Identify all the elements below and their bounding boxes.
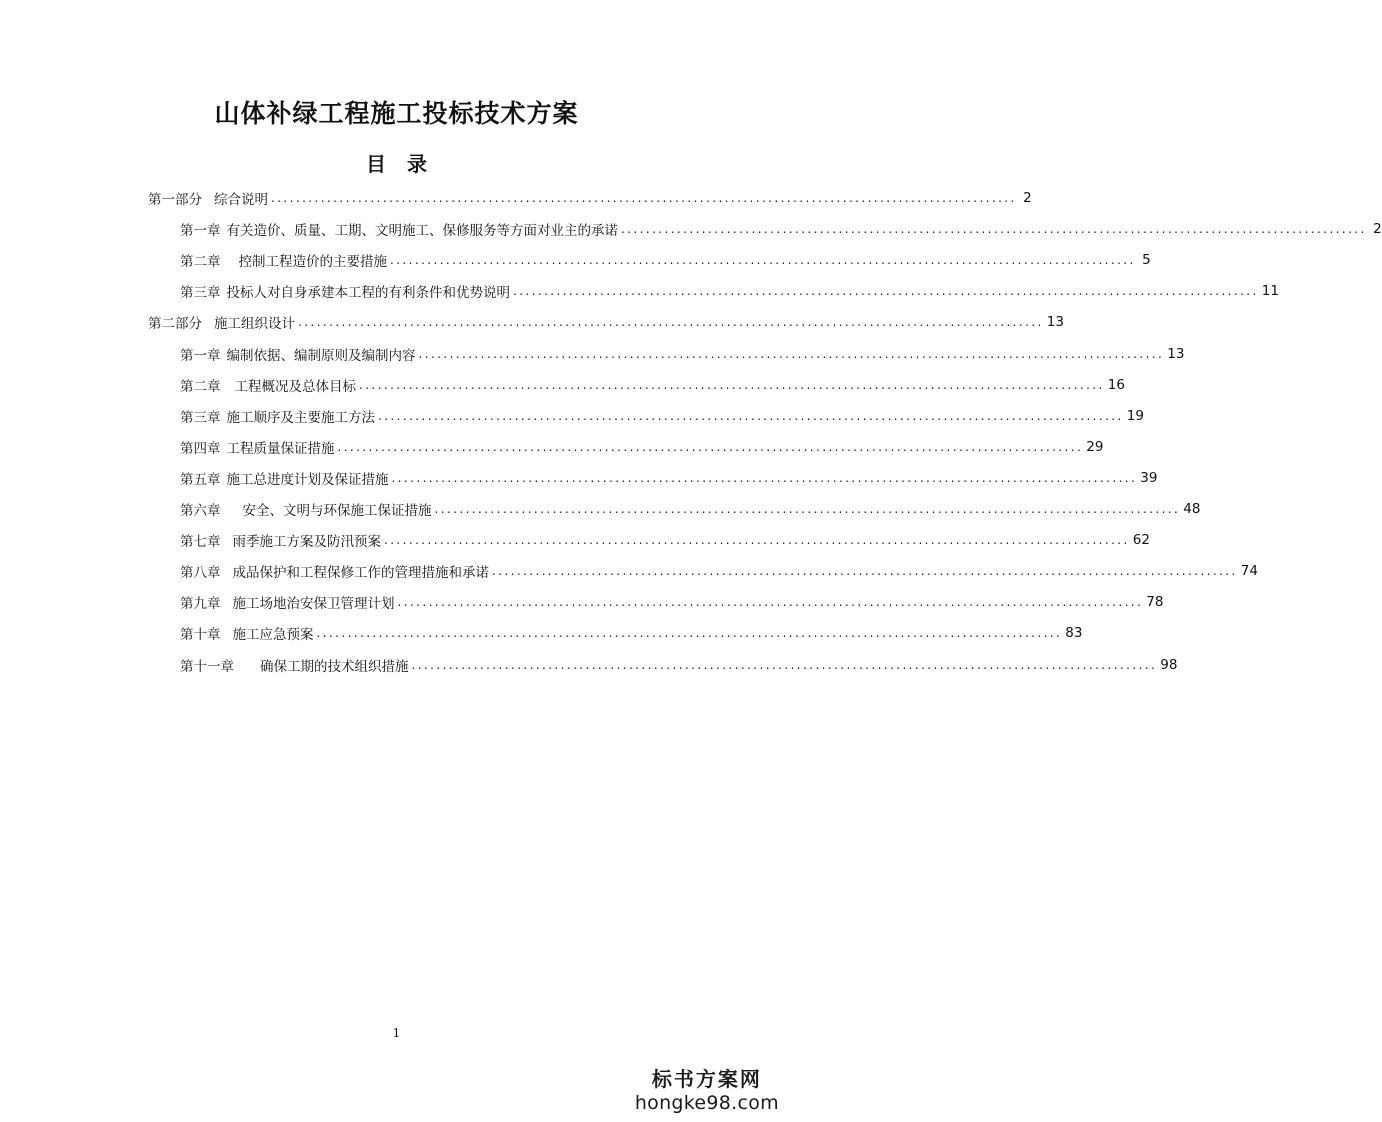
toc-entry-label bbox=[180, 250, 387, 270]
toc-entry-number: 第二章 bbox=[180, 254, 221, 271]
toc-entry-page: 62 bbox=[1132, 532, 1150, 549]
toc-entry-title: 控制工程造价的主要措施 bbox=[238, 254, 387, 271]
toc-entry-number: 第二部分 bbox=[148, 316, 202, 333]
toc-entry[interactable] bbox=[148, 310, 1064, 334]
toc-entry-page: 78 bbox=[1146, 594, 1164, 611]
toc-entry-title: 施工应急预案 bbox=[232, 627, 314, 644]
toc-leader-dots: ........................................................................................................................ bbox=[492, 564, 1238, 579]
toc-entry[interactable] bbox=[180, 217, 1382, 241]
toc-entry[interactable] bbox=[180, 404, 1144, 428]
toc-entry-page: 5 bbox=[1142, 252, 1151, 269]
toc-entry-label bbox=[180, 468, 389, 488]
toc-entry-page: 11 bbox=[1261, 283, 1279, 300]
toc-leader-dots: ........................................................................................................................ bbox=[621, 222, 1367, 237]
toc-entry-page: 48 bbox=[1183, 501, 1201, 517]
page-number: 1 bbox=[392, 1026, 401, 1040]
toc-entry-title: 工程概况及总体目标 bbox=[234, 378, 356, 395]
toc-entry-number: 第六章 bbox=[180, 503, 221, 519]
toc-entry-label bbox=[180, 437, 335, 457]
toc-entry-number: 第三章 bbox=[180, 409, 221, 426]
toc-leader-dots: ........................................................................................................................ bbox=[384, 533, 1130, 548]
toc-entry-number: 第一部分 bbox=[148, 192, 202, 208]
toc-entry-label bbox=[180, 561, 489, 581]
toc-leader-dots: ........................................................................................................................ bbox=[418, 346, 1165, 361]
toc-entry-number: 第三章 bbox=[180, 285, 221, 302]
toc-leader-dots: ........................................................................................................................ bbox=[434, 502, 1181, 516]
toc-entry[interactable] bbox=[180, 590, 1164, 614]
toc-entry-page: 2 bbox=[1373, 221, 1382, 238]
toc-entry-title: 确保工期的技术组织措施 bbox=[260, 658, 409, 675]
toc-entry[interactable] bbox=[180, 373, 1125, 397]
toc-entry-page: 2 bbox=[1023, 190, 1032, 206]
toc-leader-dots: ........................................................................................................................ bbox=[513, 284, 1259, 299]
toc-entry[interactable] bbox=[148, 186, 1032, 210]
toc-leader-dots: ........................................................................................................................ bbox=[298, 315, 1044, 330]
toc-leader-dots: ........................................................................................................................ bbox=[391, 470, 1138, 485]
toc-leader-dots: ........................................................................................................................ bbox=[271, 191, 1017, 205]
toc-entry-title: 编制依据、编制原则及编制内容 bbox=[226, 347, 416, 364]
toc-entry-label bbox=[180, 375, 356, 395]
toc-entry-page: 13 bbox=[1046, 314, 1064, 331]
toc-entry-title: 有关造价、质量、工期、文明施工、保修服务等方面对业主的承诺 bbox=[226, 223, 618, 240]
toc-entry-label bbox=[180, 344, 416, 364]
toc-heading: 目 录 bbox=[366, 152, 427, 176]
toc-leader-dots: ........................................................................................................................ bbox=[359, 377, 1105, 392]
toc-leader-dots: ........................................................................................................................ bbox=[397, 595, 1144, 610]
toc-entry-title: 成品保护和工程保修工作的管理措施和承诺 bbox=[232, 565, 489, 582]
toc-entry-title: 施工场地治安保卫管理计划 bbox=[232, 596, 395, 613]
toc-entry[interactable] bbox=[180, 653, 1178, 677]
toc-entry-label bbox=[148, 312, 295, 332]
toc-entry-label bbox=[180, 592, 395, 612]
toc-entry-number: 第七章 bbox=[180, 534, 221, 551]
toc-entry-title: 雨季施工方案及防汛预案 bbox=[232, 534, 381, 551]
toc-entry-page: 29 bbox=[1086, 438, 1104, 455]
toc-entry-title: 投标人对自身承建本工程的有利条件和优势说明 bbox=[226, 285, 510, 302]
watermark-logo bbox=[635, 1063, 779, 1114]
toc-entry-title: 施工组织设计 bbox=[214, 316, 295, 333]
toc-entry-number: 第十一章 bbox=[180, 658, 234, 675]
toc-entry-label bbox=[148, 188, 268, 208]
toc-entry-title: 工程质量保证措施 bbox=[226, 440, 335, 457]
toc-entry-number: 第十章 bbox=[180, 627, 221, 644]
toc-entry-title: 施工顺序及主要施工方法 bbox=[226, 409, 375, 426]
toc-entry-number: 第九章 bbox=[180, 596, 221, 613]
toc-entry-title: 施工总进度计划及保证措施 bbox=[226, 471, 389, 488]
toc-entry-label bbox=[180, 406, 375, 426]
toc-entry-page: 19 bbox=[1126, 407, 1144, 424]
toc-entry[interactable] bbox=[180, 497, 1201, 521]
toc-entry-page: 16 bbox=[1107, 376, 1125, 393]
toc-entry-label bbox=[180, 281, 510, 301]
document-title: 山体补绿工程施工投标技术方案 bbox=[214, 99, 579, 128]
toc-entry-number: 第一章 bbox=[180, 347, 221, 364]
toc-entry-page: 13 bbox=[1167, 345, 1185, 362]
toc-entry-label bbox=[180, 219, 618, 239]
toc-entry-page: 74 bbox=[1240, 563, 1258, 580]
toc-entry-page: 98 bbox=[1160, 656, 1178, 673]
toc-entry-title: 安全、文明与环保施工保证措施 bbox=[242, 503, 432, 519]
toc-entry-page: 39 bbox=[1140, 469, 1158, 486]
toc-entry[interactable] bbox=[180, 342, 1185, 366]
toc-entry[interactable] bbox=[180, 528, 1150, 552]
toc-entry-number: 第二章 bbox=[180, 378, 221, 395]
toc-leader-dots: ........................................................................................................................ bbox=[390, 253, 1136, 268]
toc-entry[interactable] bbox=[180, 435, 1104, 459]
toc-entry-label bbox=[180, 499, 432, 519]
toc-entry-label bbox=[180, 623, 314, 643]
toc-entry-number: 第五章 bbox=[180, 471, 221, 488]
toc-entry-number: 第一章 bbox=[180, 223, 221, 240]
toc-leader-dots: ........................................................................................................................ bbox=[337, 439, 1084, 454]
toc-entry[interactable] bbox=[180, 248, 1151, 272]
toc-entry-number: 第八章 bbox=[180, 565, 221, 582]
toc-entry-label bbox=[180, 530, 381, 550]
toc-leader-dots: ........................................................................................................................ bbox=[316, 626, 1063, 641]
toc-entry[interactable] bbox=[180, 559, 1258, 583]
toc-leader-dots: ........................................................................................................................ bbox=[378, 408, 1124, 423]
toc-entry[interactable] bbox=[180, 279, 1279, 303]
toc-entry[interactable] bbox=[180, 466, 1158, 490]
toc-entry-number: 第四章 bbox=[180, 440, 221, 457]
toc-entry-page: 83 bbox=[1065, 625, 1083, 642]
toc-entry-title: 综合说明 bbox=[214, 192, 268, 208]
watermark-domain: hongke98.com bbox=[634, 1092, 779, 1114]
toc-entry[interactable] bbox=[180, 621, 1083, 645]
toc-leader-dots: ........................................................................................................................ bbox=[411, 657, 1158, 672]
toc-entry-label bbox=[180, 655, 409, 675]
watermark-name: 标书方案网 bbox=[651, 1067, 762, 1091]
